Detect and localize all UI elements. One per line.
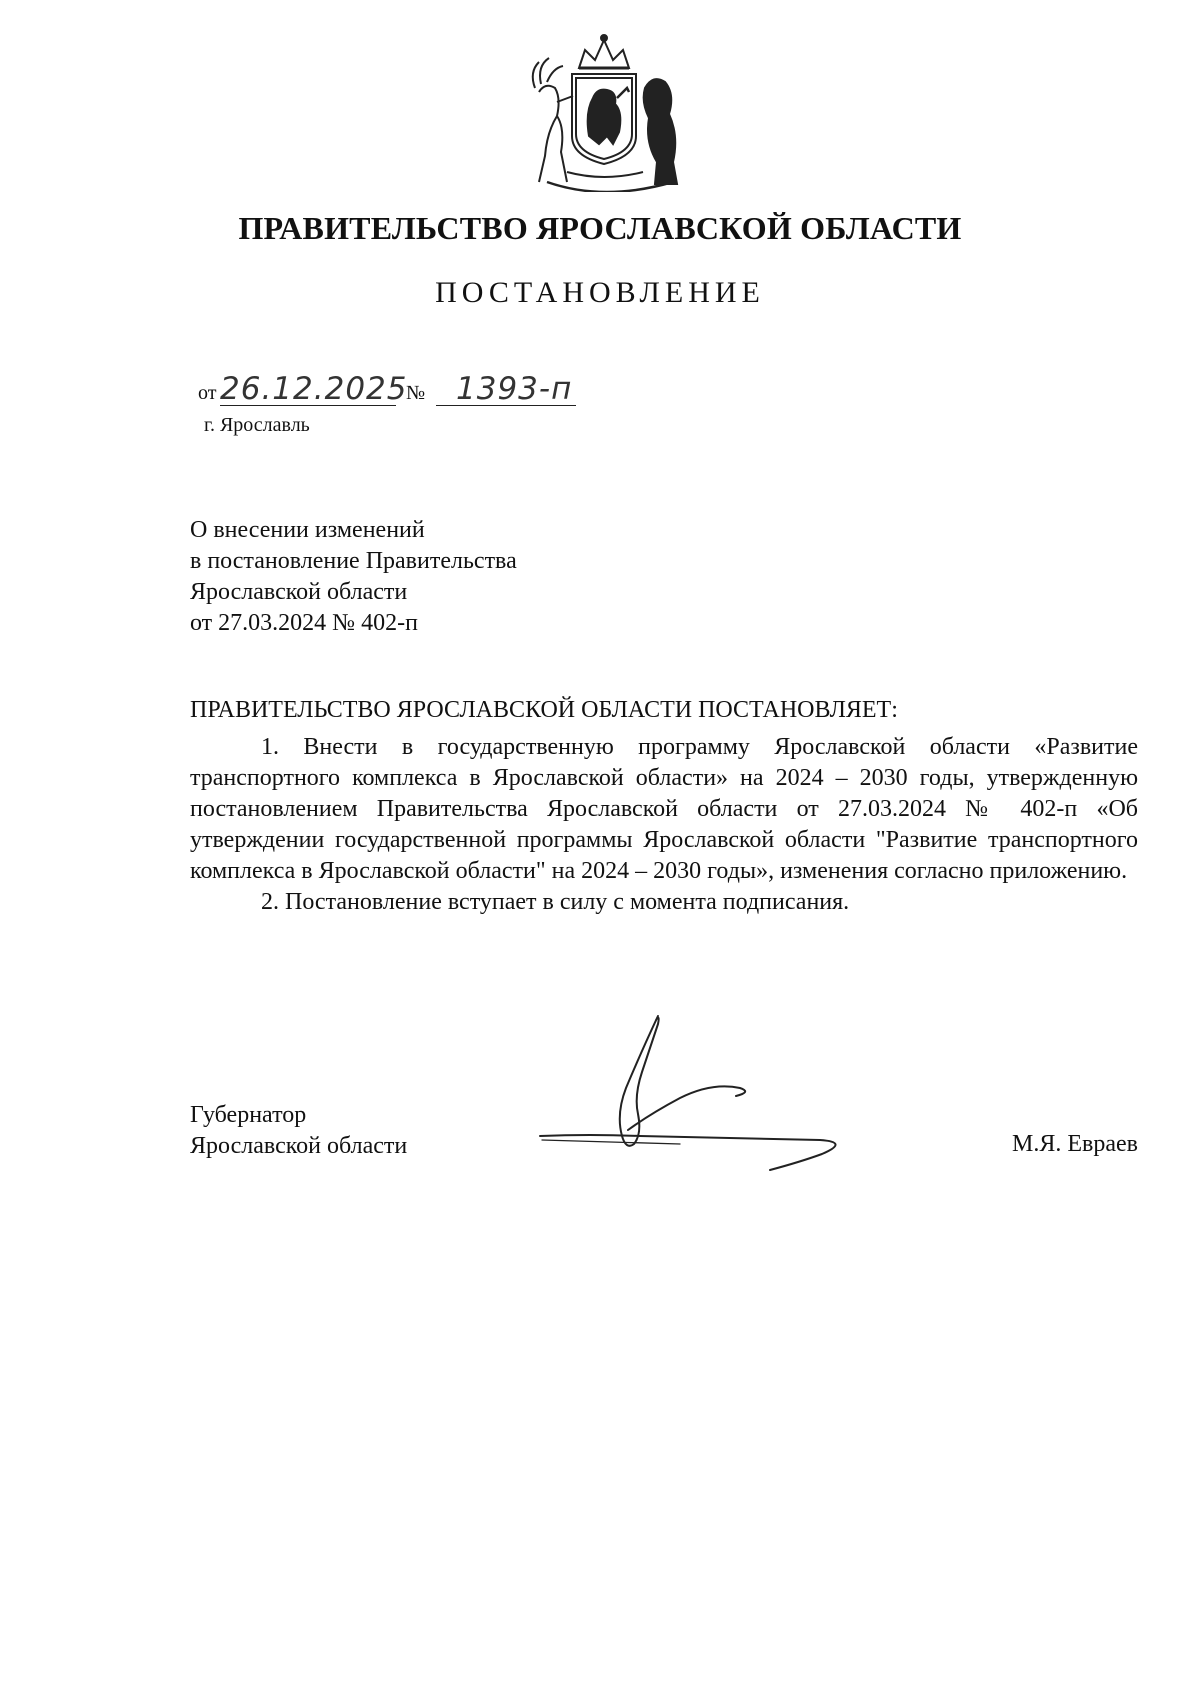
number-underline: [436, 405, 576, 406]
signatory-position: [190, 1100, 407, 1162]
number-prefix: №: [406, 382, 426, 404]
organization-title: ПРАВИТЕЛЬСТВО ЯРОСЛАВСКОЙ ОБЛАСТИ: [238, 210, 962, 246]
subject-line: О внесении изменений: [190, 517, 425, 543]
document-subject: [190, 515, 517, 639]
coat-of-arms-icon: [527, 32, 682, 192]
registration-row: [198, 371, 618, 413]
subject-line: Ярославской области: [190, 579, 408, 605]
signatory-name: М.Я. Евраев: [1012, 1131, 1138, 1157]
resolution-body: [190, 732, 1138, 918]
subject-line: от 27.03.2024 № 402-п: [190, 610, 418, 636]
position-line: Губернатор: [190, 1102, 307, 1128]
resolution-intro: ПРАВИТЕЛЬСТВО ЯРОСЛАВСКОЙ ОБЛАСТИ ПОСТАНОВЛЯЕТ:: [190, 697, 898, 723]
number-value: 1393-п: [456, 371, 573, 407]
paragraph-2: 2. Постановление вступает в силу с момента подписания.: [261, 889, 850, 915]
document-type: ПОСТАНОВЛЕНИЕ: [435, 276, 765, 309]
subject-line: в постановление Правительства: [190, 548, 517, 574]
date-prefix: от: [198, 382, 217, 404]
city-label: г. Ярославль: [204, 414, 310, 436]
date-value: 26.12.2025: [220, 371, 408, 407]
handwritten-signature-icon: [530, 1010, 910, 1190]
date-underline: [220, 405, 396, 406]
position-line: Ярославской области: [190, 1133, 408, 1159]
paragraph-1: 1. Внести в государственную программу Ярославской области «Развитие транспортного комплекса в Ярославской области» на 2024 – 2030 годы, утвержденную постановлением Правительства Ярославской области от 27.03.2024 № 402-п «Об утверждении государственной программы Ярославской области "Развитие транспортного комплекса в Ярославской области" на 2024 – 2030 годы», изменения согласно приложению.: [190, 734, 1138, 884]
